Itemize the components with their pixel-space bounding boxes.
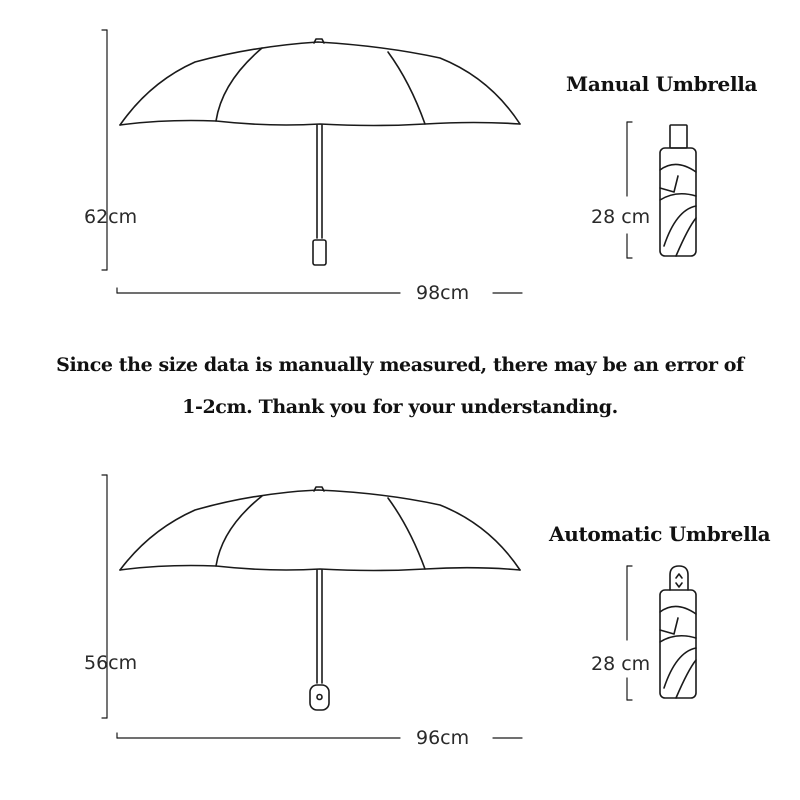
manual-height-label: 62cm (84, 206, 138, 228)
manual-folded-umbrella-icon (660, 125, 696, 256)
manual-folded-dimension (627, 122, 632, 258)
measurement-note-line1: Since the size data is manually measured, there may be an error of (56, 354, 744, 376)
manual-open-umbrella-icon (120, 39, 520, 265)
automatic-height-label: 56cm (84, 652, 138, 674)
automatic-folded-dimension (627, 566, 632, 700)
manual-umbrella-title: Manual Umbrella (566, 72, 758, 96)
automatic-folded-label: 28 cm (591, 653, 651, 675)
automatic-height-dimension (102, 475, 107, 718)
automatic-width-label: 96cm (416, 727, 470, 749)
measurement-note-line2: 1-2cm. Thank you for your understanding. (182, 396, 618, 418)
manual-width-label: 98cm (416, 282, 470, 304)
automatic-umbrella-title: Automatic Umbrella (549, 522, 771, 546)
manual-folded-label: 28 cm (591, 206, 651, 228)
automatic-folded-umbrella-icon (660, 566, 696, 698)
manual-height-dimension (102, 30, 107, 270)
automatic-open-umbrella-icon (120, 487, 520, 710)
